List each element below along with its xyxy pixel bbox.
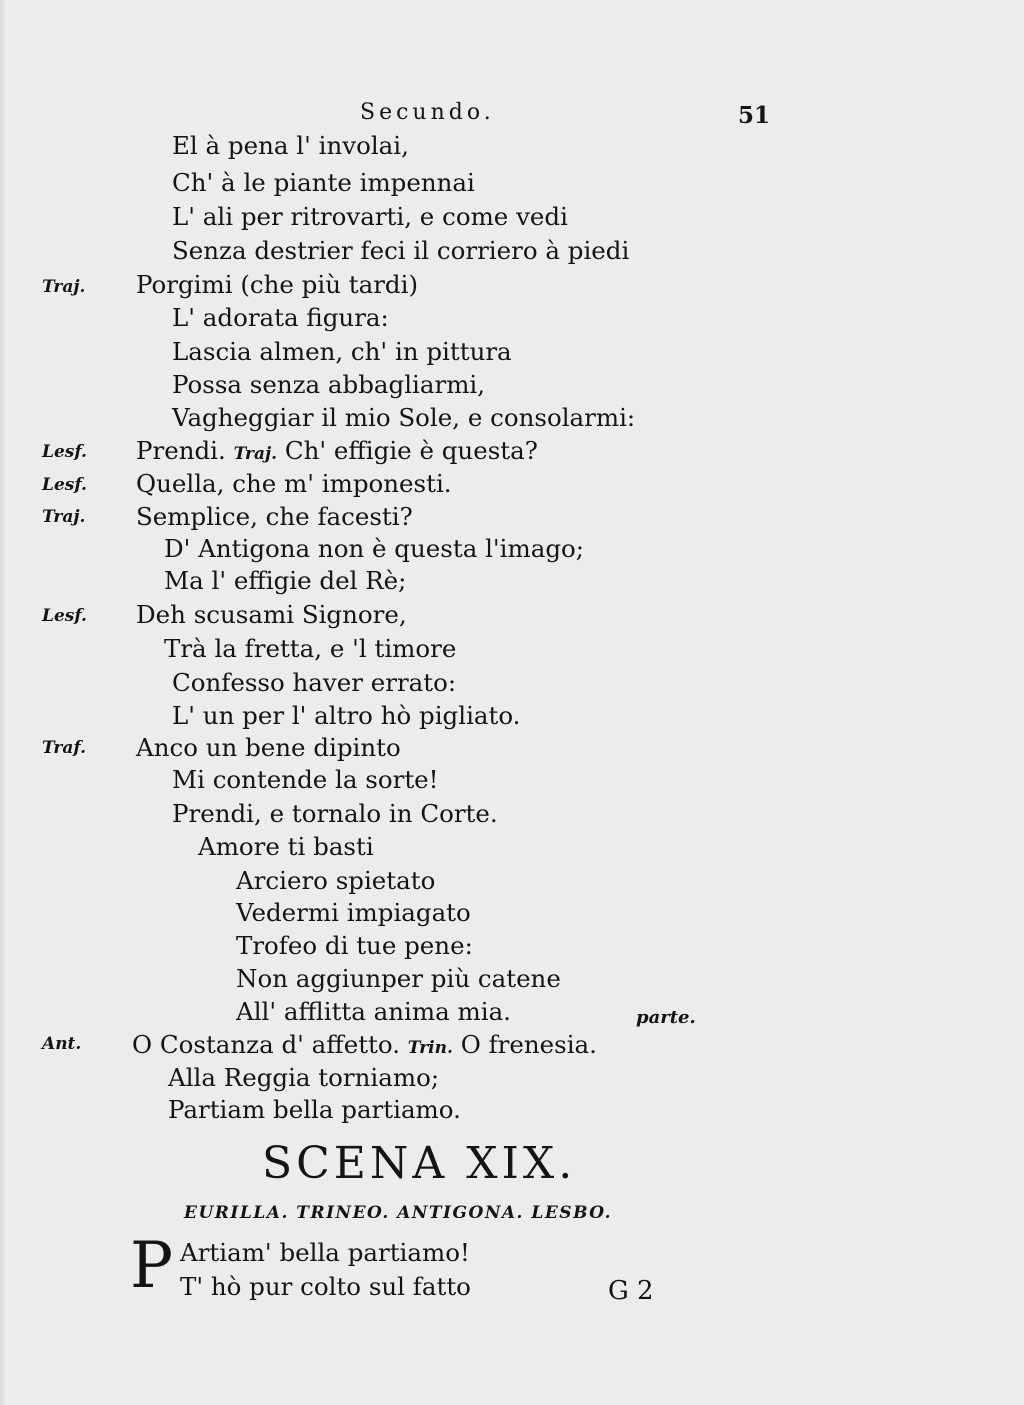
verse-line: Amore ti basti <box>198 832 374 861</box>
verse-line: L' un per l' altro hò pigliato. <box>172 701 521 730</box>
verse-line: Trà la fretta, e 'l timore <box>164 634 457 663</box>
verse-line: Vedermi impiagato <box>236 898 471 927</box>
verse-line: Non aggiunper più catene <box>236 964 561 993</box>
verse-line: D' Antigona non è questa l'imago; <box>164 534 585 563</box>
verse-line: Lascia almen, ch' in pittura <box>172 337 512 366</box>
stage-direction: parte. <box>636 1007 696 1028</box>
speaker-label: Traj. <box>42 277 86 297</box>
verse-segment: O Costanza d' affetto. <box>132 1030 400 1059</box>
verse-line: Partiam bella partiamo. <box>168 1095 461 1124</box>
verse-line: Deh scusami Signore, <box>136 600 407 629</box>
verse-line: Ma l' effigie del Rè; <box>164 566 407 595</box>
inline-speaker: Traj. <box>233 444 278 464</box>
verse-segment: Ch' effigie è questa? <box>284 436 538 465</box>
verse-line: Ch' à le piante impennai <box>172 168 475 197</box>
verse-line <box>132 1030 597 1063</box>
verse-line: El à pena l' involai, <box>172 131 409 160</box>
verse-line: Senza destrier feci il corriero à piedi <box>172 236 630 265</box>
verse-line: Mi contende la sorte! <box>172 765 439 794</box>
printer-signature: G 2 <box>608 1276 654 1306</box>
running-header: Secundo. <box>360 100 495 125</box>
verse-line: Confesso haver errato: <box>172 668 457 697</box>
page-number: 51 <box>738 102 771 129</box>
verse-line: L' adorata figura: <box>172 303 389 332</box>
verse-line: Semplice, che facesti? <box>136 502 413 531</box>
verse-line: Alla Reggia torniamo; <box>168 1063 440 1092</box>
verse-line: Artiam' bella partiamo! <box>180 1238 470 1267</box>
verse-line: Arciero spietato <box>236 866 436 895</box>
scan-edge <box>0 0 6 1405</box>
verse-line: All' afflitta anima mia. <box>236 997 511 1026</box>
speaker-label: Lesf. <box>42 442 87 462</box>
verse-line: Trofeo di tue pene: <box>236 931 473 960</box>
speaker-label: Traj. <box>42 507 86 527</box>
speaker-label: Ant. <box>42 1034 82 1054</box>
verse-segment: O frenesia. <box>460 1030 597 1059</box>
verse-line <box>136 436 538 469</box>
speaker-label: Traf. <box>42 738 87 758</box>
scene-cast: EURILLA. TRINEO. ANTIGONA. LESBO. <box>184 1203 612 1223</box>
speaker-label: Lesf. <box>42 606 87 626</box>
inline-speaker: Trin. <box>407 1038 453 1058</box>
verse-line: Vagheggiar il mio Sole, e consolarmi: <box>172 403 636 432</box>
verse-line: T' hò pur colto sul fatto <box>180 1272 471 1301</box>
verse-line: Anco un bene dipinto <box>136 733 401 762</box>
drop-cap: P <box>130 1229 174 1303</box>
verse-segment: Prendi. <box>136 436 226 465</box>
verse-line: Porgimi (che più tardi) <box>136 270 419 299</box>
verse-line: Prendi, e tornalo in Corte. <box>172 799 498 828</box>
verse-line: Quella, che m' imponesti. <box>136 469 452 498</box>
scene-title: SCENA XIX. <box>262 1138 577 1189</box>
verse-line: Possa senza abbagliarmi, <box>172 370 486 399</box>
verse-line: L' ali per ritrovarti, e come vedi <box>172 202 568 231</box>
speaker-label: Lesf. <box>42 475 87 495</box>
